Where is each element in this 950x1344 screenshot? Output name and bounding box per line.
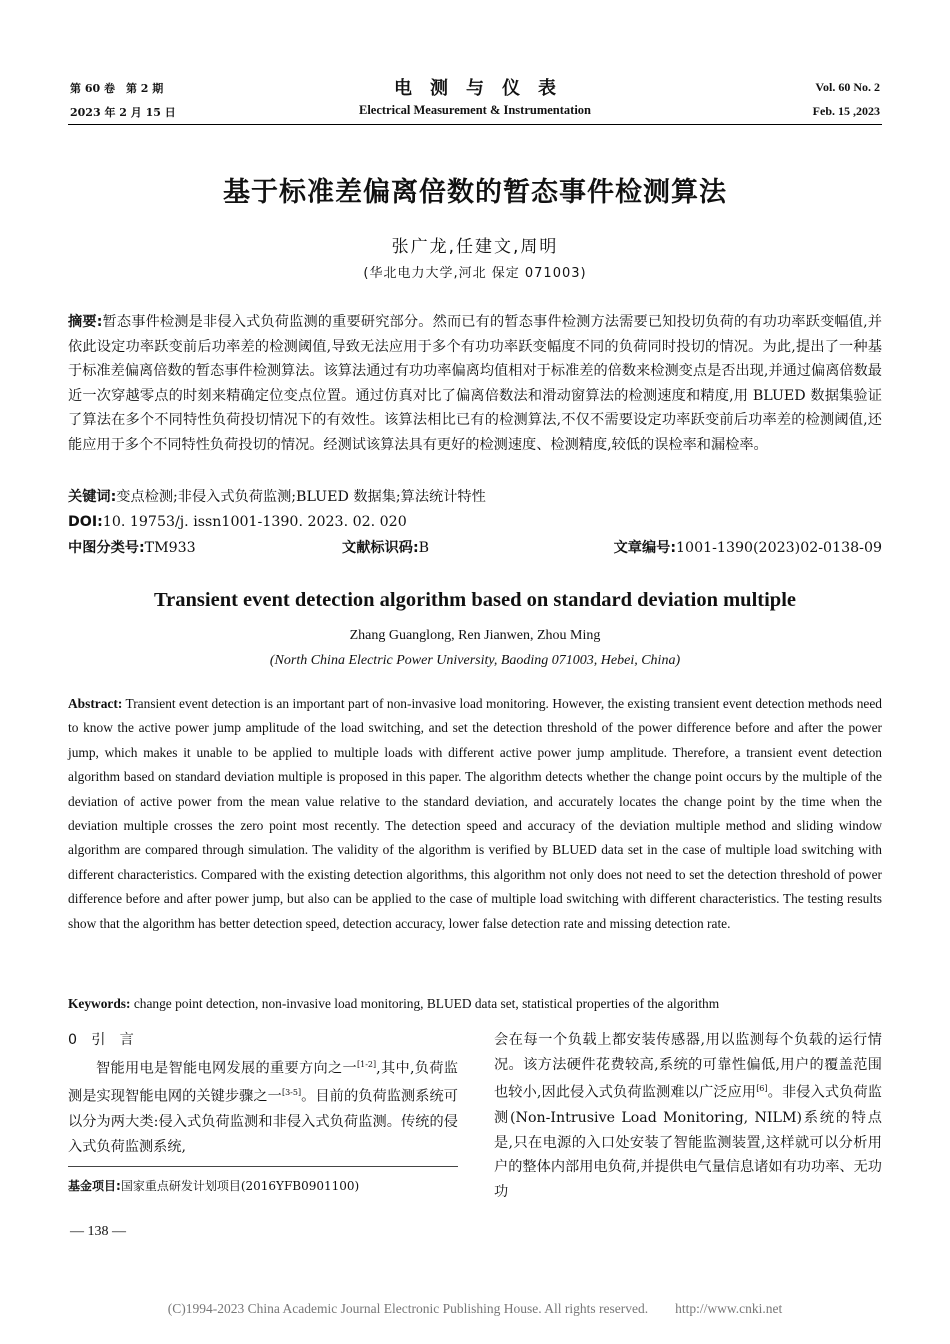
journal-title-cn: 电 测 与 仪 表 [394,78,556,99]
keywords-en-text: change point detection, non-invasive load monitoring, BLUED data set, statistical properties of the algorithm [130,996,720,1011]
paper-title-en: Transient event detection algorithm based on standard deviation multiple [154,589,796,611]
doc-code-label: 文献标识码: [342,540,419,556]
journal-title-en: Electrical Measurement & Instrumentation [358,103,591,117]
citation-3-5: [3-5] [281,1088,302,1098]
doi-value: 10. 19753/j. issn1001-1390. 2023. 02. 020 [102,514,407,530]
clc-number [68,536,196,561]
keywords-cn-text: 变点检测;非侵入式负荷监测;BLUED 数据集;算法统计特性 [116,489,486,505]
date-cn: 2023 年 2 月 15 日 [70,106,176,119]
keywords-cn-label: 关键词: [68,489,117,505]
intro-left-text-2: ,其中,负荷监测是实现智能电网的关键步骤之一 [68,1060,458,1106]
article-number-value: 1001-1390(2023)02-0138-09 [676,540,882,556]
volume-issue-en: Vol. 60 No. 2 [815,80,880,94]
abstract-cn-text: 暂态事件检测是非侵入式负荷监测的重要研究部分。然而已有的暂态事件检测方法需要已知投切负荷的有功功率跃变幅值,并依此设定功率跃变前后功率差的检测阈值,导致无法应用于多个有功功率跃变幅度不同的负荷同时投切的情况。为此,提出了一种基于标准差偏离倍数的暂态事件检测算法。该算法通过有功功率偏离均值相对于标准差的倍数来检测变点是否出现,并通过偏离倍数最近一次穿越零点的时刻来精确定位变点位置。通过仿真对比了偏离倍数法和滑动窗算法的检测速度和精度,用 BLUED 数据集验证了算法在多个不同特性负荷投切情况下的有效性。该算法相比已有的检测算法,不仅不需要设定功率跃变前后功率差的检测阈值,还能应用于多个不同特性负荷投切的情况。经测试该算法具有更好的检测速度、检测精度,较低的误检率和漏检率。 [68,314,882,453]
article-number-label: 文章编号: [613,540,677,556]
affiliation-en: (North China Electric Power University, Baoding 071003, Hebei, China) [269,653,681,668]
date-en: Feb. 15 ,2023 [812,104,880,118]
doc-code-value: B [418,540,430,556]
affiliation-cn: (华北电力大学,河北 保定 071003) [363,266,587,281]
authors-en: Zhang Guanglong, Ren Jianwen, Zhou Ming [349,628,601,643]
keywords-en [68,992,882,1016]
intro-right-text-2: 。非侵入式负荷监测(Non-Intrusive Load Monitoring, NILM)系统的特点是,只在电源的入口处安装了智能监测装置,这样就可以分析用户的整体内部用电负荷,并提供电气量信息诸如有功功率、无功功 [494,1085,882,1200]
page-number: — 138 — [70,1224,126,1239]
abstract-en [68,692,882,936]
intro-right-text-1: 会在每一个负载上都安装传感器,用以监测每个负载的运行情况。该方法硬件花费较高,系统的可靠性偏低,用户的覆盖范围也较小,因此侵入式负荷监测难以广泛应用 [494,1032,882,1102]
authors-cn: 张广龙,任建文,周明 [391,237,559,257]
footnote-rule [68,1166,458,1167]
cnki-footer: (C)1994-2023 China Academic Journal Electronic Publishing House. All rights reserved. http://www.cnki.net [167,1301,783,1316]
section-heading: 0 引 言 [68,1032,134,1048]
intro-right-paragraph [494,1028,882,1205]
document-code [342,536,429,561]
abstract-en-label: Abstract: [68,696,123,711]
citation-6: [6] [756,1084,768,1094]
clc-value: TM933 [144,540,196,556]
funding-label: 基金项目: [68,1179,121,1193]
abstract-en-text: Transient event detection is an important part of non-invasive load monitoring. However, the existing transient event detection methods need to know the active power jump amplitude of the load switching, and set the detection threshold of the power difference before and after the power jump, which makes it unable to be applied to multiple loads with different active power jump amplitude. Therefore, a transient event detection algorithm based on standard deviation multiple is proposed in this paper. The algorithm detects whether the change point occurs by the multiple of the deviation of active power from the mean value relative to the standard deviation, and accurately locates the change point by the time when the deviation multiple crosses the zero point most recently. The detection speed and accuracy of the deviation multiple method and sliding window algorithm are compared through simulation. The validity of the algorithm is verified by BLUED data set in the case of multiple load switching with different characteristics. Compared with the existing detection algorithms, this algorithm not only does not need to set the detection threshold of power difference before and after power jump, but also can be applied to the case of multiple load switching with different characteristics. The testing results show that the algorithm has better detection speed, detection accuracy, lower false detection rate and missing detection rate. [68,696,882,931]
intro-left-text-3: 。目前的负荷监测系统可以分为两大类:侵入式负荷监测和非侵入式负荷监测。传统的侵入式负荷监测系统, [68,1089,458,1155]
funding-note [68,1177,359,1194]
keywords-cn [68,485,882,510]
intro-left-text-1: 智能用电是智能电网发展的重要方向之一 [96,1060,358,1077]
doi-line [68,510,882,535]
abstract-cn-label: 摘要: [68,314,103,330]
article-number [614,536,882,561]
doi-label: DOI: [68,514,103,530]
funding-text: 国家重点研发计划项目(2016YFB0901100) [120,1179,360,1193]
abstract-cn [68,310,882,458]
clc-label: 中图分类号: [68,540,145,556]
paper-title-cn: 基于标准差偏离倍数的暂态事件检测算法 [223,177,727,208]
keywords-en-label: Keywords: [68,996,131,1011]
volume-issue-cn: 第 60 卷 第 2 期 [70,82,164,95]
citation-1-2: [1-2] [357,1060,377,1069]
intro-left-paragraph [68,1053,458,1159]
header-rule [68,124,882,125]
